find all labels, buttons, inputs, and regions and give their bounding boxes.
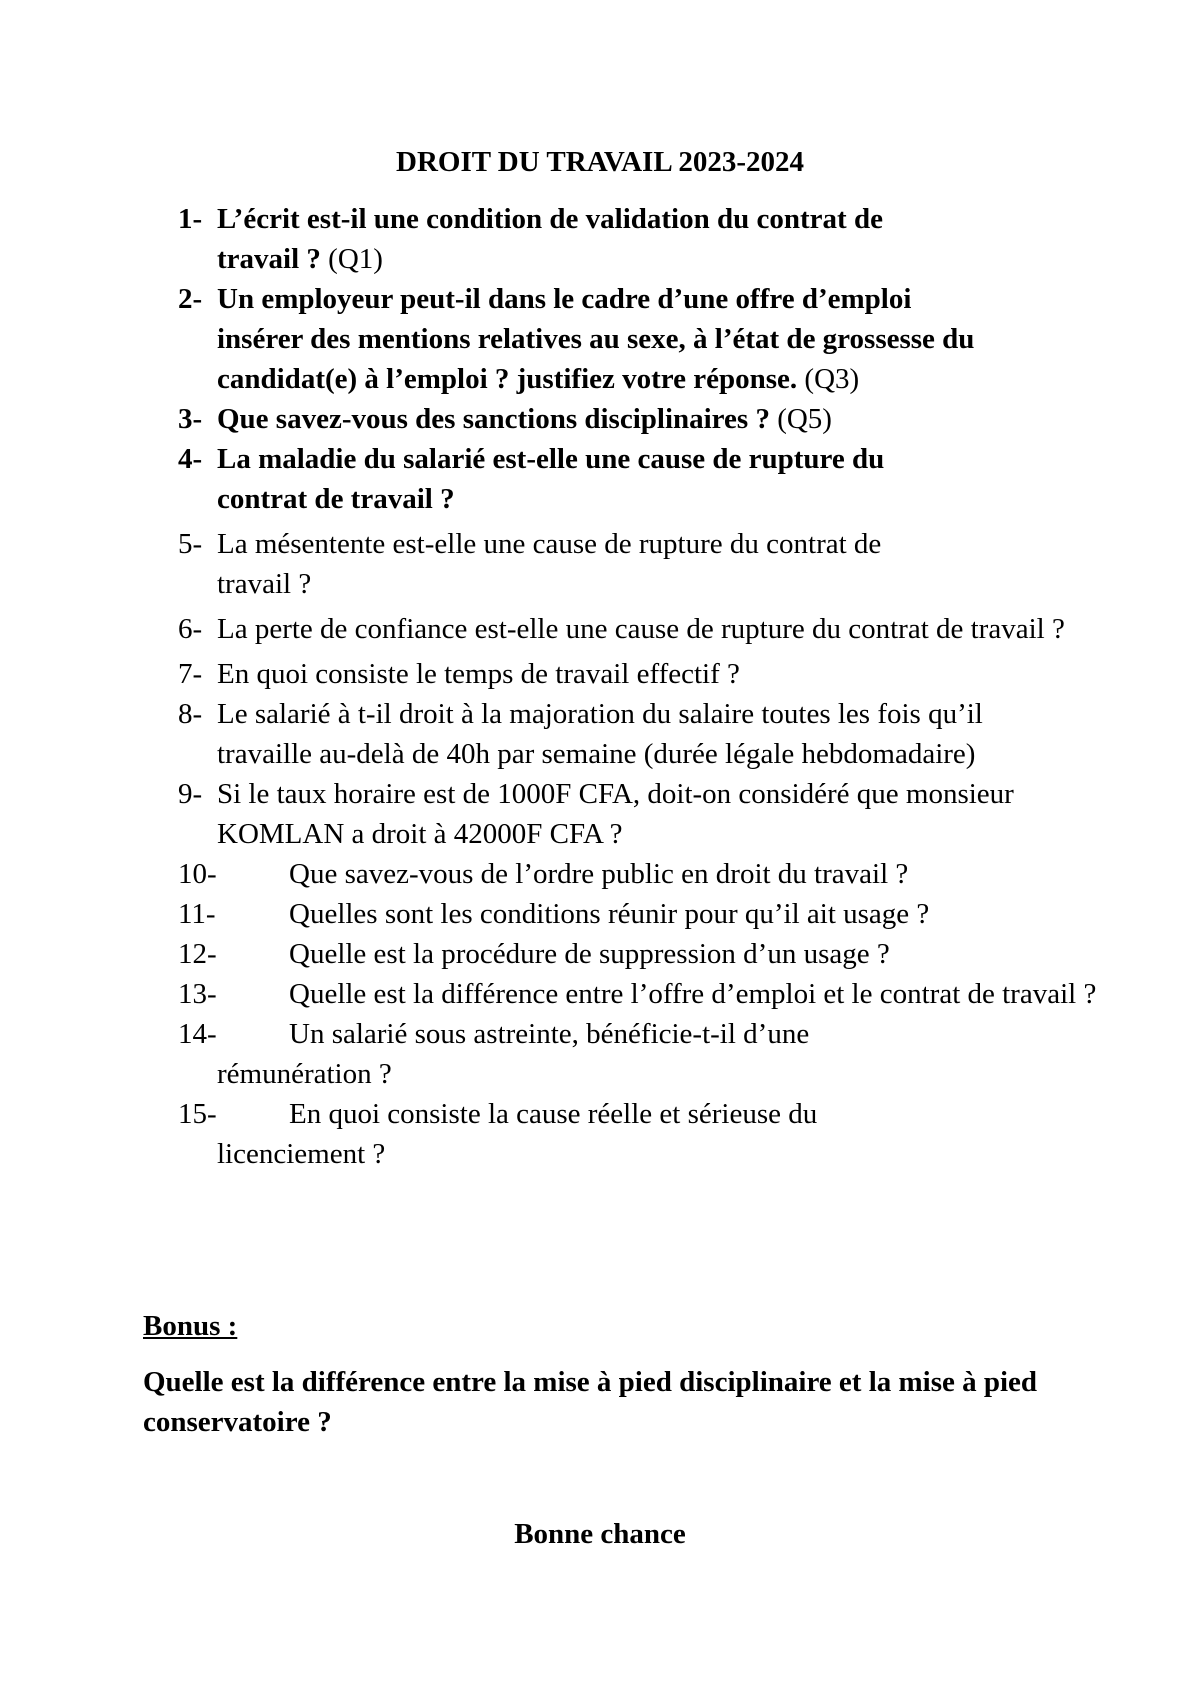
question-number: 9-	[178, 778, 203, 810]
question-item	[178, 1094, 937, 1174]
question-tag: (Q5)	[769, 403, 832, 435]
question-number: 11-	[178, 898, 216, 930]
question-text: Un employeur peut-il dans le cadre d’une offre d’emploi insérer des mentions relatives au sexe, à l’état de grossesse du candidat(e) à l’emploi ? justifiez votre réponse.	[217, 283, 975, 395]
question-list	[178, 199, 1097, 1174]
question-text: L’écrit est-il une condition de validation du contrat de travail ?	[217, 203, 883, 275]
question-text: Quelle est la procédure de suppression d’un usage ?	[289, 938, 890, 970]
question-item	[178, 609, 1097, 649]
bonus-label: Bonus :	[143, 1310, 238, 1342]
question-item	[178, 894, 1097, 934]
question-item	[178, 934, 1097, 974]
question-item	[178, 654, 1097, 694]
question-tag: (Q3)	[797, 363, 860, 395]
question-text: Que savez-vous des sanctions disciplinaires ?	[217, 403, 770, 435]
question-text: La perte de confiance est-elle une cause de rupture du contrat de travail ?	[217, 613, 1065, 645]
question-text: Que savez-vous de l’ordre public en droit du travail ?	[289, 858, 909, 890]
question-number: 8-	[178, 698, 203, 730]
question-item	[178, 439, 957, 519]
question-number: 12-	[178, 938, 217, 970]
question-number: 10-	[178, 858, 217, 890]
question-number: 15-	[178, 1098, 217, 1130]
closing-text: Bonne chance	[514, 1518, 686, 1550]
question-item	[178, 199, 917, 279]
question-number: 4-	[178, 443, 203, 475]
question-number: 1-	[178, 203, 203, 235]
question-text: En quoi consiste la cause réelle et sérieuse du licenciement ?	[217, 1098, 818, 1170]
question-text: En quoi consiste le temps de travail effectif ?	[217, 658, 740, 690]
question-item	[178, 854, 1097, 894]
question-number: 14-	[178, 1018, 217, 1050]
question-text: Quelle est la différence entre l’offre d’emploi et le contrat de travail ?	[289, 978, 1097, 1010]
question-number: 6-	[178, 613, 203, 645]
question-number: 2-	[178, 283, 203, 315]
question-tag: (Q1)	[320, 243, 383, 275]
question-text: Quelles sont les conditions réunir pour qu’il ait usage ?	[289, 898, 930, 930]
question-item	[178, 524, 957, 604]
question-number: 7-	[178, 658, 203, 690]
question-text: La maladie du salarié est-elle une cause de rupture du contrat de travail ?	[217, 443, 885, 515]
question-item	[178, 1014, 917, 1094]
question-item	[178, 279, 987, 399]
question-number: 3-	[178, 403, 203, 435]
question-text: La mésentente est-elle une cause de rupture du contrat de travail ?	[217, 528, 882, 600]
question-item	[178, 694, 1077, 774]
page-title: DROIT DU TRAVAIL 2023-2024	[396, 146, 804, 178]
question-number: 5-	[178, 528, 203, 560]
question-item	[178, 774, 1037, 854]
bonus-question: Quelle est la différence entre la mise à pied disciplinaire et la mise à pied conservatoire ?	[143, 1366, 1038, 1438]
question-text: Un salarié sous astreinte, bénéficie-t-il d’une rémunération ?	[217, 1018, 810, 1090]
question-text: Si le taux horaire est de 1000F CFA, doit-on considéré que monsieur KOMLAN a droit à 42000F CFA ?	[217, 778, 1014, 850]
question-item	[178, 974, 1097, 1014]
question-text: Le salarié à t-il droit à la majoration du salaire toutes les fois qu’il travaille au-delà de 40h par semaine (durée légale hebdomadaire)	[217, 698, 983, 770]
question-number: 13-	[178, 978, 217, 1010]
question-item	[178, 399, 987, 439]
